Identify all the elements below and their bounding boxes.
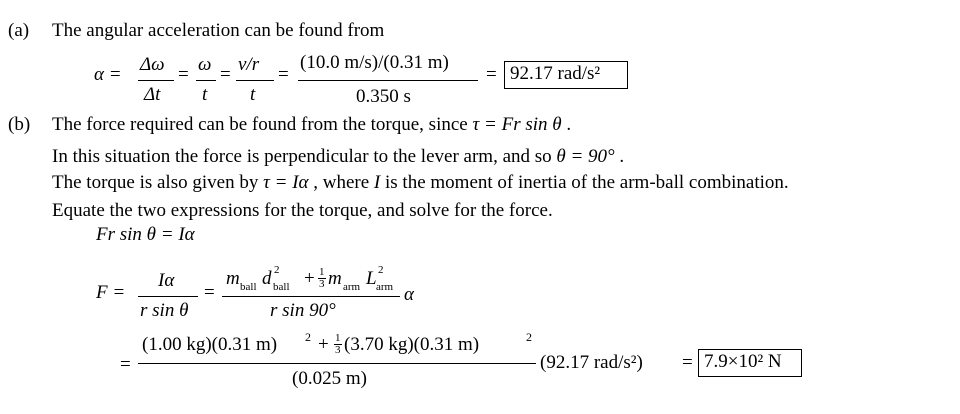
torque-eq: τ = Fr sin θ: [472, 114, 562, 135]
final-num-a: (1.00 kg)(0.31 m): [142, 334, 278, 355]
final-third-num: 1: [335, 332, 341, 344]
part-b-line2: [52, 146, 624, 168]
frac1-bar: [138, 80, 174, 81]
L-arm: L: [366, 268, 377, 289]
line2-end: .: [614, 146, 625, 167]
eq-a2: =: [220, 64, 231, 85]
final-eq0: =: [120, 354, 131, 375]
final-plus: +: [318, 334, 329, 355]
plus-1: +: [304, 268, 315, 289]
part-b-line3: [52, 172, 789, 194]
sub-ball: ball: [240, 281, 257, 293]
part-b-line1: [52, 114, 571, 136]
sub-arm2: arm: [376, 281, 394, 293]
frac3-den: t: [250, 84, 256, 105]
F-frac1-bar: [138, 296, 198, 297]
final-frac-bar: [138, 363, 536, 364]
frac3-num: v/r: [238, 54, 260, 75]
torque-ialpha: τ = Iα: [263, 172, 309, 193]
line3-text: The torque is also given by: [52, 172, 264, 193]
part-a-marker: (a): [8, 20, 30, 41]
final-den: (0.025 m): [292, 368, 367, 389]
eq-a3: =: [278, 64, 289, 85]
eq-a1: =: [178, 64, 189, 85]
frac1-num: Δω: [140, 54, 165, 75]
result-a: 92.17 rad/s²: [510, 63, 601, 84]
F-frac2-den: r sin 90°: [270, 300, 336, 321]
line3-where: , where: [308, 172, 374, 193]
result-b: 7.9×10² N: [704, 351, 782, 372]
line3-rest: is the moment of inertia of the arm-ball combination.: [380, 172, 789, 193]
final-factor: (92.17 rad/s²): [540, 352, 643, 373]
third-num-1: 1: [319, 266, 325, 278]
final-sup-a: 2: [305, 330, 311, 344]
F-alpha: α: [404, 284, 414, 305]
final-num-b: (3.70 kg)(0.31 m): [344, 334, 480, 355]
inertia-symbol: I: [373, 172, 381, 193]
line1-end: .: [561, 114, 572, 135]
theta-eq: θ = 90°: [556, 146, 615, 167]
third-den-1: 3: [319, 278, 325, 290]
sub-ball2: ball: [273, 281, 290, 293]
part-b-marker: (b): [8, 114, 31, 135]
d-sup: 2: [274, 264, 280, 276]
frac2-den: t: [202, 84, 208, 105]
F-frac1-num: Iα: [158, 270, 175, 291]
L-sup: 2: [378, 264, 384, 276]
frac4-den: 0.350 s: [356, 86, 411, 107]
F-frac1-den: r sin θ: [140, 300, 189, 321]
m-arm: m: [328, 268, 342, 289]
final-third-den: 3: [335, 344, 341, 356]
sub-arm: arm: [343, 281, 361, 293]
frac4-bar: [298, 80, 478, 81]
m-ball: m: [226, 268, 240, 289]
part-b-line4: Equate the two expressions for the torque, and solve for the force.: [52, 200, 553, 221]
frac2-bar: [196, 80, 216, 81]
frac2-num: ω: [198, 54, 212, 75]
line1-text: The force required can be found from the torque, since: [52, 114, 473, 135]
F-frac2-bar: [222, 296, 400, 297]
F-lhs: F =: [96, 282, 126, 303]
frac4-num: (10.0 m/s)/(0.31 m): [300, 52, 449, 73]
part-a-intro: The angular acceleration can be found from: [52, 20, 385, 41]
final-eq1: =: [682, 352, 693, 373]
final-sup-b: 2: [526, 330, 532, 344]
torque-equation: Fr sin θ = Iα: [96, 224, 195, 245]
frac1-den: Δt: [144, 84, 161, 105]
eq-a4: =: [486, 64, 497, 85]
alpha-lhs: α =: [94, 64, 122, 85]
line2-text: In this situation the force is perpendicular to the lever arm, and so: [52, 146, 557, 167]
frac3-bar: [236, 80, 274, 81]
F-eq1: =: [204, 282, 215, 303]
d-ball: d: [262, 268, 272, 289]
